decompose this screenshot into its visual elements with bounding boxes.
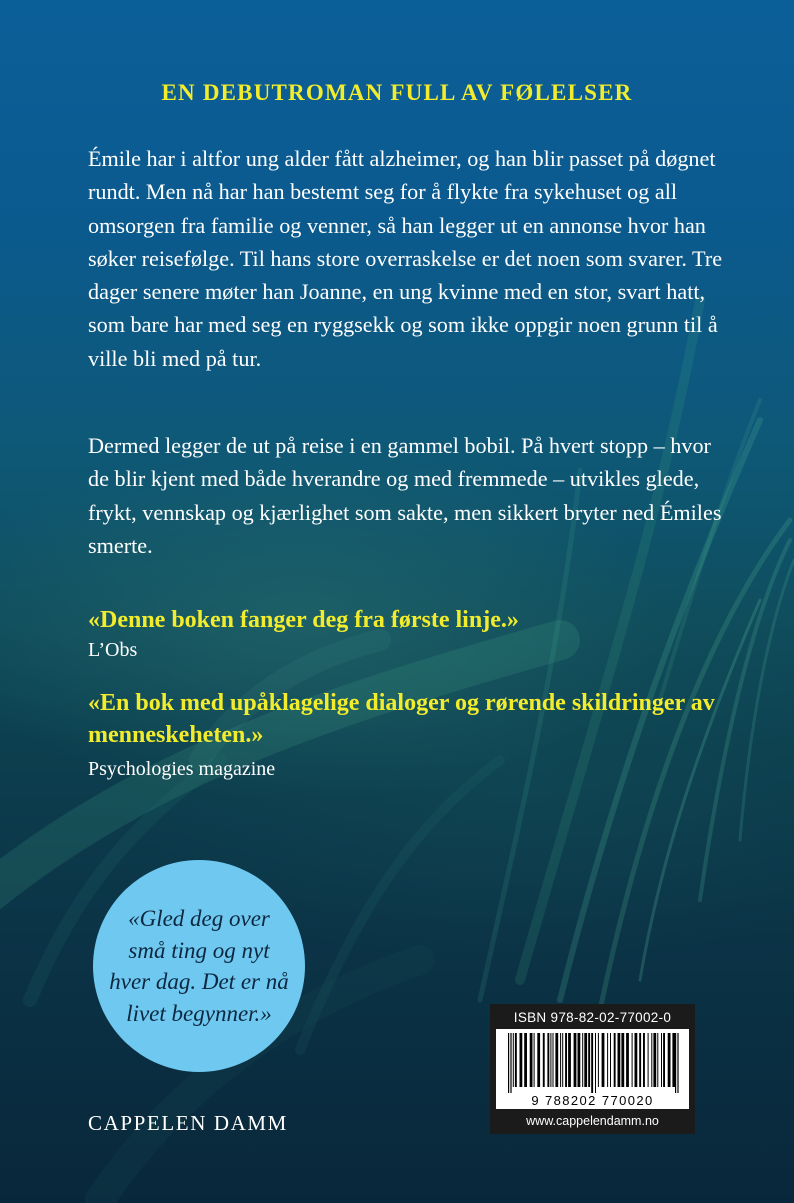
barcode-bar bbox=[591, 1033, 593, 1093]
barcode-bar bbox=[550, 1033, 551, 1087]
barcode-bar bbox=[584, 1033, 587, 1087]
review-source-2: Psychologies magazine bbox=[88, 758, 276, 780]
barcode-bar bbox=[562, 1033, 563, 1087]
barcode-bar bbox=[618, 1033, 621, 1087]
barcode-bar bbox=[513, 1033, 514, 1087]
barcode-bar bbox=[578, 1033, 581, 1087]
barcode-bar bbox=[610, 1033, 611, 1087]
tagline-heading: EN DEBUTROMAN FULL AV FØLELSER bbox=[161, 80, 633, 105]
publisher-url: www.cappelendamm.no bbox=[526, 1114, 659, 1128]
publisher-logo: CAPPELEN DAMM bbox=[88, 1111, 288, 1135]
barcode-image bbox=[496, 1029, 689, 1109]
barcode-bar bbox=[668, 1033, 671, 1087]
barcode-bar bbox=[663, 1033, 665, 1087]
barcode-bar bbox=[534, 1033, 535, 1087]
barcode-bar bbox=[661, 1033, 662, 1087]
barcode-digits: 9 788202 770020 bbox=[531, 1093, 654, 1108]
barcode-bar bbox=[648, 1033, 649, 1087]
barcode-bar bbox=[588, 1033, 590, 1087]
barcode-bar bbox=[560, 1033, 561, 1087]
review-quote-2: «En bok med upåklagelige dialoger og rørende skildringer av menneskeheten.» bbox=[88, 690, 715, 748]
blurb-paragraph-2: Dermed legger de ut på reise i en gammel bobil. På hvert stopp – hvor de blir kjent med både hverandre og med fremmede – utvikles glede, frykt, vennskap og kjærlighet som sakte, men sikkert bryter ned Émiles smerte. bbox=[88, 433, 722, 558]
barcode-bar bbox=[524, 1033, 527, 1087]
barcode-bar bbox=[675, 1033, 676, 1093]
barcode-bar bbox=[543, 1033, 545, 1087]
barcode-bar bbox=[632, 1033, 633, 1087]
barcode-bar bbox=[639, 1033, 641, 1087]
barcode-panel bbox=[490, 1004, 695, 1134]
barcode-bar bbox=[574, 1033, 577, 1087]
barcode-bar bbox=[626, 1033, 629, 1087]
barcode-bar bbox=[653, 1033, 656, 1087]
barcode-bar bbox=[565, 1033, 567, 1087]
barcode-bar bbox=[677, 1033, 678, 1093]
barcode-bar bbox=[595, 1033, 596, 1093]
barcode-bar bbox=[530, 1033, 533, 1087]
review-quote-1: «Denne boken fanger deg fra første linje.» bbox=[88, 607, 519, 633]
barcode-bar bbox=[598, 1033, 599, 1087]
barcode-bar bbox=[547, 1033, 549, 1087]
barcode-bar bbox=[508, 1033, 509, 1093]
barcode-bar bbox=[621, 1033, 624, 1087]
barcode-area bbox=[496, 1029, 689, 1109]
barcode-bar bbox=[582, 1033, 583, 1087]
barcode-bar bbox=[651, 1033, 652, 1087]
barcode-bar bbox=[553, 1033, 554, 1087]
barcode-bar bbox=[607, 1033, 608, 1087]
isbn-label: ISBN 978-82-02-77002-0 bbox=[513, 1010, 672, 1025]
review-source-1: L’Obs bbox=[88, 639, 138, 661]
barcode-bar bbox=[520, 1033, 523, 1087]
barcode-bar bbox=[555, 1033, 558, 1087]
barcode-bar bbox=[657, 1033, 658, 1087]
blurb-paragraph-1: Émile har i altfor ung alder fått alzheimer, og han blir passet på døgnet rundt. Men nå har han bestemt seg for å flykte fra sykehuset og all omsorgen fra familie og venner, så han legger ut en annonse hvor han søker reisefølge. Til hans store overraskelse er det noen som svarer. Tre dager senere møter han Joanne, en ung kvinne med en stor, svart hatt, som bare har med seg en ryggsekk og som ikke oppgir noen grunn til å ville bli med på tur. bbox=[88, 146, 723, 371]
barcode-bar bbox=[510, 1033, 511, 1093]
quote-circle bbox=[93, 860, 305, 1072]
barcode-bar bbox=[614, 1033, 616, 1087]
barcode-bar bbox=[635, 1033, 638, 1087]
barcode-bar bbox=[602, 1033, 605, 1087]
barcode-bar bbox=[537, 1033, 540, 1087]
barcode-bar bbox=[568, 1033, 571, 1087]
barcode-bar bbox=[515, 1033, 517, 1087]
barcode-bar bbox=[643, 1033, 645, 1087]
circle-quote-text: «Gled deg over små ting og nyt hver dag. Det er nå livet begynner.» bbox=[109, 906, 289, 1026]
barcode-bar bbox=[672, 1033, 675, 1087]
